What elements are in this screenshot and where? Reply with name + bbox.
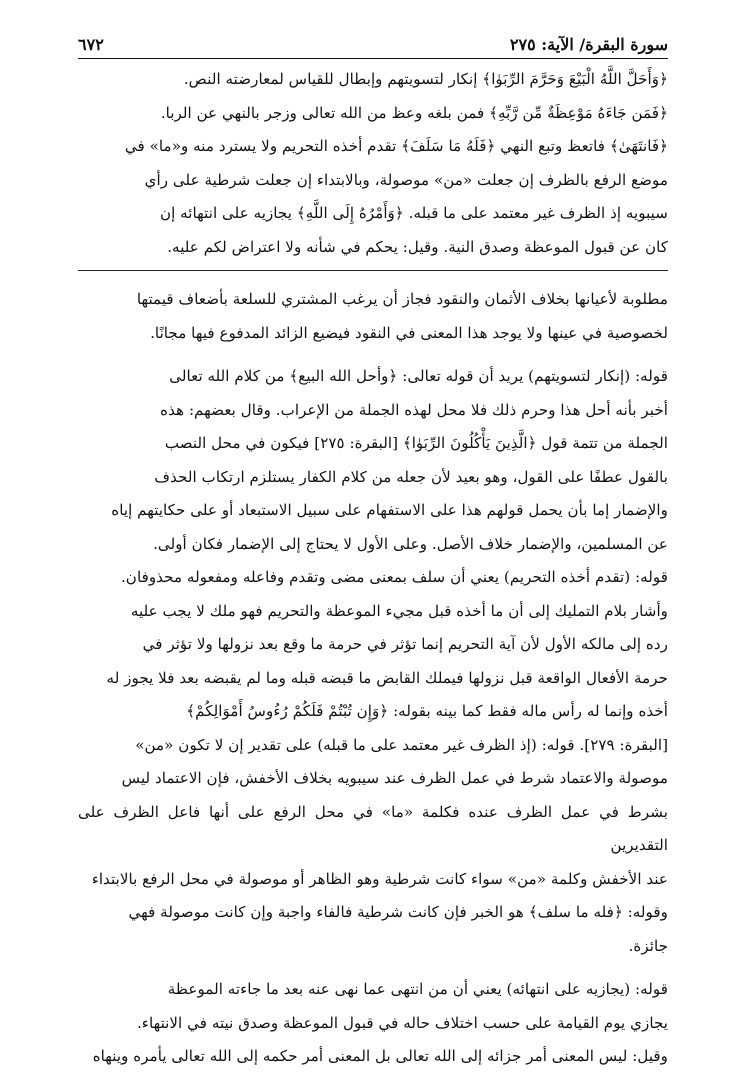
commentary-line: [البقرة: ٢٧٩]. قوله: (إذ الظرف غير معتمد على ما قبله) على تقدير إن لا تكون «من» bbox=[135, 735, 668, 754]
commentary-line: عند الأخفش وكلمة «من» سواء كانت شرطية وهو الظاهر أو موصولة في محل الرفع بالابتداء bbox=[91, 869, 668, 888]
commentary-line: وقوله: ﴿فله ما سلف﴾ هو الخبر فإن كانت شرطية فالفاء واجبة وإن كانت موصولة فهي bbox=[128, 903, 668, 921]
commentary-intro bbox=[78, 283, 668, 350]
page-header bbox=[78, 28, 668, 54]
main-line: سيبويه إذ الظرف غير معتمد على ما قبله. ﴿وَأَمْرُهُ إِلَى اللَّهِ﴾ يجازيه على انتهائه إن bbox=[159, 204, 668, 222]
commentary-section-2 bbox=[78, 973, 668, 1074]
commentary-line: يجازي يوم القيامة على حسب اختلاف حاله في قبول الموعظة وصدق نيته في الانتهاء. bbox=[136, 1013, 668, 1032]
page-number: ٦٧٢ bbox=[78, 35, 104, 54]
commentary-line: وأشار بلام التمليك إلى أن ما أخذه قبل مجيء الموعظة والتحريم فهو ملك لا يجب عليه bbox=[130, 601, 668, 620]
commentary-line: موصولة والاعتماد شرط في عمل الظرف عند سيبويه بخلاف الأخفش، فإن الاعتماد ليس bbox=[121, 769, 668, 787]
commentary-line: بشرط في عمل الظرف عنده فكلمة «ما» في محل الرفع على أنها فاعل الظرف على التقديرين bbox=[78, 802, 668, 854]
commentary-line: قوله: (إنكار لتسويتهم) يريد أن قوله تعالى: ﴿وأحل الله البيع﴾ من كلام الله تعالى bbox=[169, 367, 668, 385]
main-line: موضع الرفع بالظرف إن جعلت «من» موصولة، وبالابتداء إن جعلت شرطية على رأي bbox=[144, 170, 668, 189]
commentary-line: أخذه وإنما له رأس ماله فقط كما بينه بقوله: ﴿وَإِن تُبْتُمْ فَلَكُمْ رُءُوسُ أَمْوَالِكُمْ﴾ bbox=[186, 702, 668, 720]
commentary-line: الجملة من تتمة قول ﴿الَّذِينَ يَأْكُلُونَ الرِّبَوٰا﴾ [البقرة: ٢٧٥] فيكون في محل النصب bbox=[164, 434, 668, 452]
main-line: كان عن قبول الموعظة وصدق النية. وقيل: يحكم في شأنه ولا اعتراض لكم عليه. bbox=[167, 237, 668, 256]
header-rule bbox=[78, 58, 668, 59]
surah-title: سورة البقرة/ الآية: ٢٧٥ bbox=[509, 35, 668, 54]
commentary-section-1 bbox=[78, 360, 668, 963]
commentary-line: وقيل: ليس المعنى أمر جزائه إلى الله تعالى بل المعنى أمر حكمه إلى الله تعالى يأمره وينهاه bbox=[92, 1047, 668, 1065]
commentary-line: حرمة الأفعال الواقعة قبل نزولها فيملك القابض ما قبضه قبله وما لم يقبضه بعد فلا يجوز له bbox=[106, 668, 668, 687]
main-text bbox=[78, 63, 668, 264]
book-page bbox=[78, 28, 668, 1074]
commentary-line: قوله: (تقدم أخذه التحريم) يعني أن سلف بمعنى مضى وتقدم وفاعله ومفعوله محذوفان. bbox=[120, 568, 668, 586]
main-line: ﴿فَمَن جَاءَهُ مَوْعِظَةٌ مِّن رَّبِّهِ﴾ فمن بلغه وعظ من الله تعالى وزجر بالنهي عن الربا. bbox=[160, 103, 668, 122]
commentary-line: رده إلى مالكه الأول لأن آية التحريم إنما تؤثر في حرمة ما وقع بعد نزولها ولا تؤثر في bbox=[142, 635, 668, 653]
main-line: ﴿وَأَحَلَّ اللَّهُ الْبَيْعَ وَحَرَّمَ الرِّبَوٰا﴾ إنكار لتسويتهم وإبطال للقياس لمعارضته النص. bbox=[183, 70, 668, 88]
commentary-line: عن المسلمين، والإضمار خلاف الأصل. وعلى الأول لا يحتاج إلى الإضمار فكان أولى. bbox=[153, 534, 668, 553]
section-divider bbox=[78, 270, 668, 271]
commentary-line: أخبر بأنه أحل هذا وحرم ذلك فلا محل لهذه الجملة من الإعراب. وقال بعضهم: هذه bbox=[160, 400, 668, 419]
commentary-line: والإضمار إما بأن يحمل قولهم هذا على الاستفهام على سبيل الاستبعاد أو على حكايتهم إياه bbox=[111, 501, 668, 519]
commentary-line: مطلوبة لأعيانها بخلاف الأثمان والنقود فجاز أن يرغب المشتري للسلعة بأضعاف قيمتها bbox=[136, 290, 668, 308]
commentary-line: جائزة. bbox=[628, 936, 668, 955]
commentary-line: بالقول عطفًا على القول، وهو بعيد لأن جعله من كلام الكفار يستلزم ارتكاب الحذف bbox=[154, 467, 668, 486]
commentary-line: لخصوصية في عينها ولا يوجد هذا المعنى في النقود فيضيع الزائد المدفوع فيها مجانًا. bbox=[150, 323, 668, 342]
commentary-line: قوله: (يجازيه على انتهائه) يعني أن من انتهى عما نهى عنه بعد ما جاءته الموعظة bbox=[167, 980, 668, 998]
main-line: ﴿فَانتَهَىٰ﴾ فاتعظ وتبع النهي ﴿فَلَهُ مَا سَلَفَ﴾ تقدم أخذه التحريم ولا يسترد منه و«ما» في bbox=[124, 137, 668, 155]
